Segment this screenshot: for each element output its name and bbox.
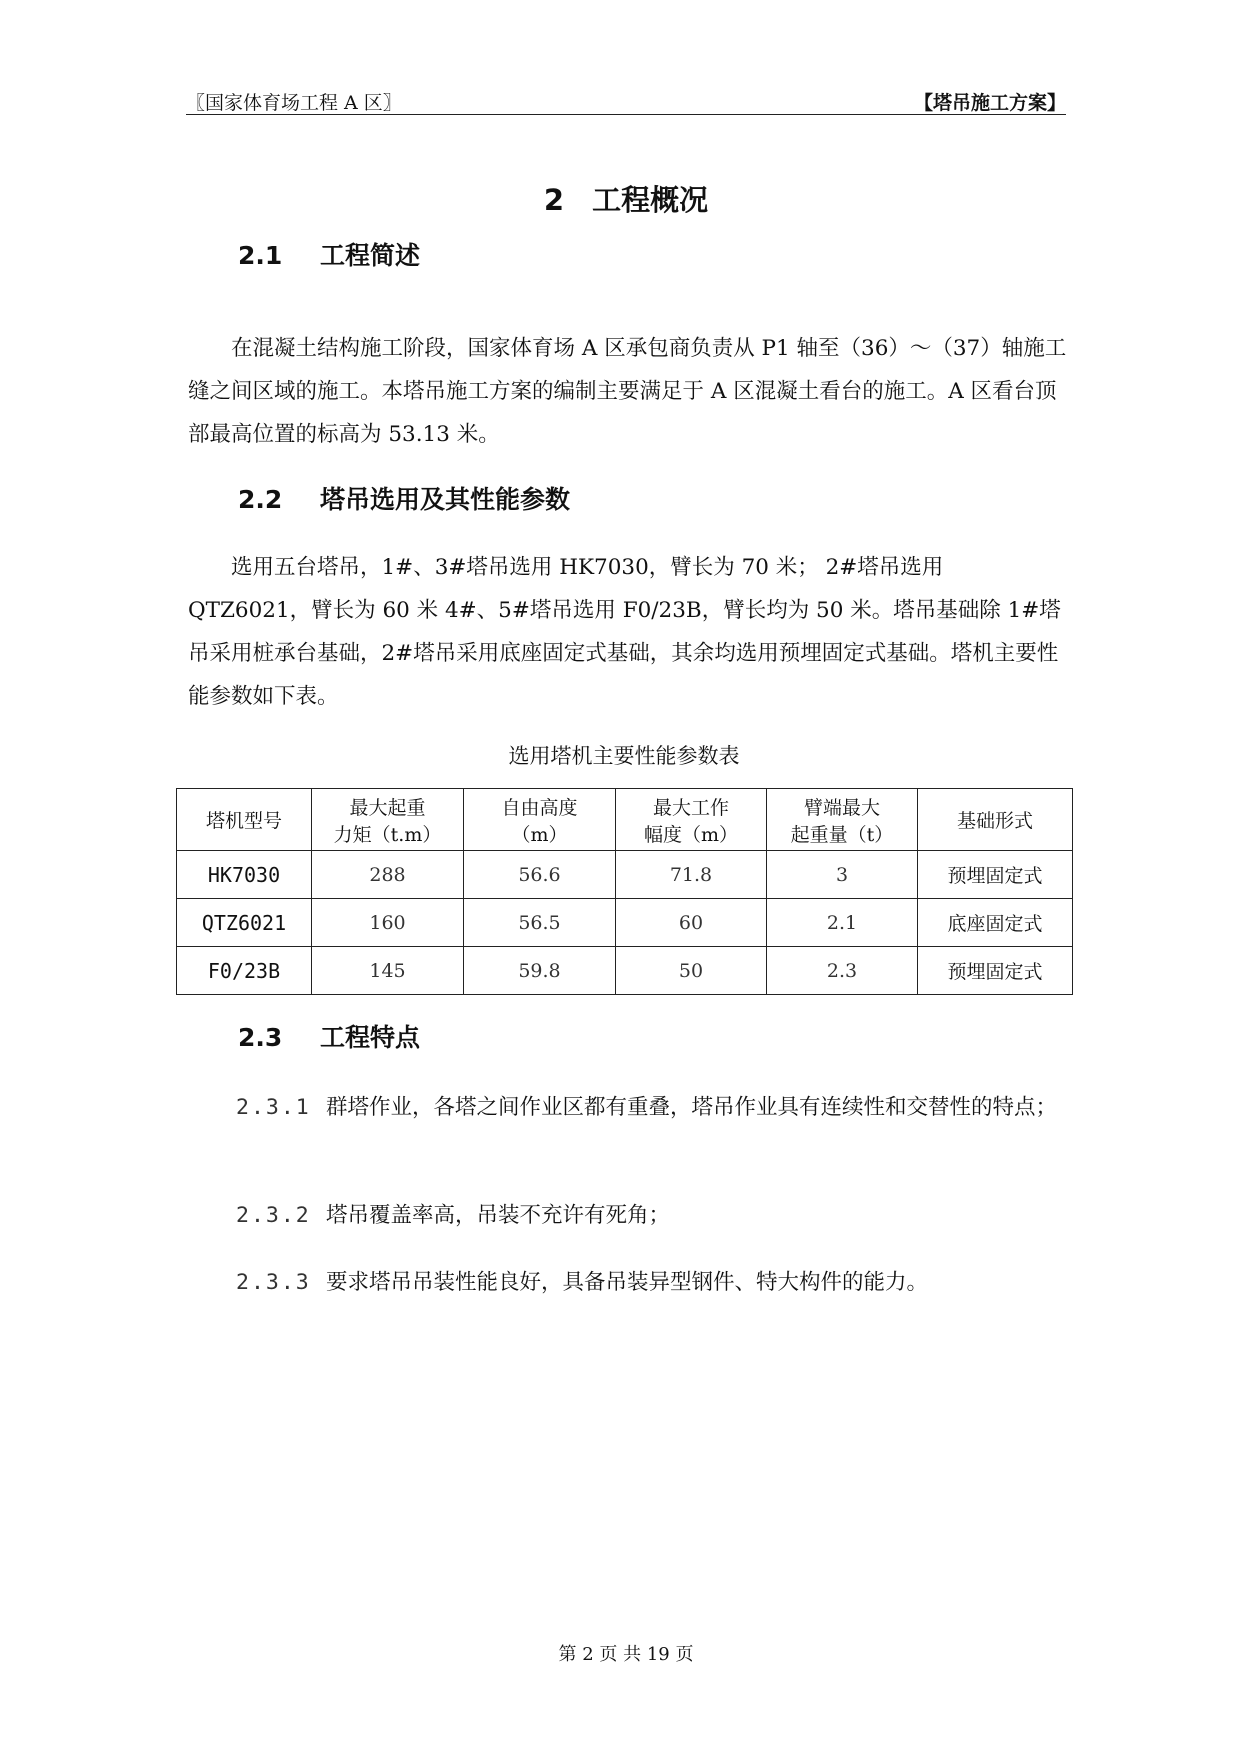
cell-free-height: 56.6 [464,851,616,899]
cell-max-moment: 160 [312,899,464,947]
cell-foundation: 底座固定式 [918,899,1073,947]
page-header [186,88,1066,115]
list-item [236,1088,1066,1128]
cell-free-height: 56.5 [464,899,616,947]
header-cell-model: 塔机型号 [177,789,312,851]
table-row [177,947,1073,995]
item-text: 要求塔吊吊装性能良好，具备吊装异型钢件、特大构件的能力。 [326,1270,929,1295]
section-heading-2-2 [238,480,570,516]
cell-max-moment: 288 [312,851,464,899]
page-footer: 第 2 页 共 19 页 [558,1644,694,1665]
cell-model: HK7030 [177,851,312,899]
cell-max-radius: 50 [616,947,767,995]
crane-parameters-table [176,788,1073,995]
section-2-2-paragraph: 选用五台塔吊，1#、3#塔吊选用 HK7030，臂长为 70 米； 2#塔吊选用 QTZ6021，臂长为 60 米 4#、5#塔吊选用 F0/23B，臂长均为 50 米。塔吊基础除 1#塔吊采用桩承台基础，2#塔吊采用底座固定式基础，其余均选用预埋固定式基础。塔机主要性能参数如下表。 [188,555,1061,709]
cell-tip-load: 2.3 [767,947,918,995]
table-header-row [177,789,1073,851]
header-cell-max-moment: 最大起重 力矩（t.m） [312,789,464,851]
list-item [236,1263,1066,1303]
cell-model: F0/23B [177,947,312,995]
section-title: 塔吊选用及其性能参数 [320,485,571,514]
item-number: 2.3.2 [236,1203,311,1228]
section-2-1-paragraph: 在混凝土结构施工阶段，国家体育场 A 区承包商负责从 P1 轴至（36）～（37）轴施工缝之间区域的施工。本塔吊施工方案的编制主要满足于 A 区混凝土看台的施工。A 区看台顶部最高位置的标高为 53.13 米。 [188,336,1067,447]
section-title: 工程简述 [320,241,421,270]
chapter-title: 工程概况 [592,183,709,217]
section-number: 2.2 [238,485,283,514]
section-heading-2-3 [238,1018,420,1054]
section-title: 工程特点 [320,1023,421,1052]
cell-max-radius: 71.8 [616,851,767,899]
item-text: 群塔作业，各塔之间作业区都有重叠，塔吊作业具有连续性和交替性的特点； [326,1095,1058,1120]
item-number: 2.3.3 [236,1270,311,1295]
header-document-title: 【塔吊施工方案】 [913,92,1066,114]
cell-tip-load: 2.1 [767,899,918,947]
table-row [177,851,1073,899]
item-text: 塔吊覆盖率高，吊装不充许有死角； [326,1203,671,1228]
header-cell-free-height: 自由高度 （m） [464,789,616,851]
section-heading-2-1 [238,236,420,272]
table-caption: 选用塔机主要性能参数表 [508,744,740,768]
chapter-number: 2 [543,183,565,217]
cell-max-moment: 145 [312,947,464,995]
cell-free-height: 59.8 [464,947,616,995]
section-number: 2.3 [238,1023,283,1052]
cell-foundation: 预埋固定式 [918,851,1073,899]
cell-model: QTZ6021 [177,899,312,947]
table-row [177,899,1073,947]
header-cell-foundation: 基础形式 [918,789,1073,851]
item-number: 2.3.1 [236,1095,311,1120]
cell-max-radius: 60 [616,899,767,947]
header-project-name: 〖国家体育场工程 A 区〗 [186,92,402,114]
cell-foundation: 预埋固定式 [918,947,1073,995]
section-number: 2.1 [238,241,283,270]
list-item [236,1196,1066,1236]
header-cell-max-radius: 最大工作 幅度（m） [616,789,767,851]
header-cell-tip-load: 臂端最大 起重量（t） [767,789,918,851]
chapter-heading [186,178,1066,219]
cell-tip-load: 3 [767,851,918,899]
